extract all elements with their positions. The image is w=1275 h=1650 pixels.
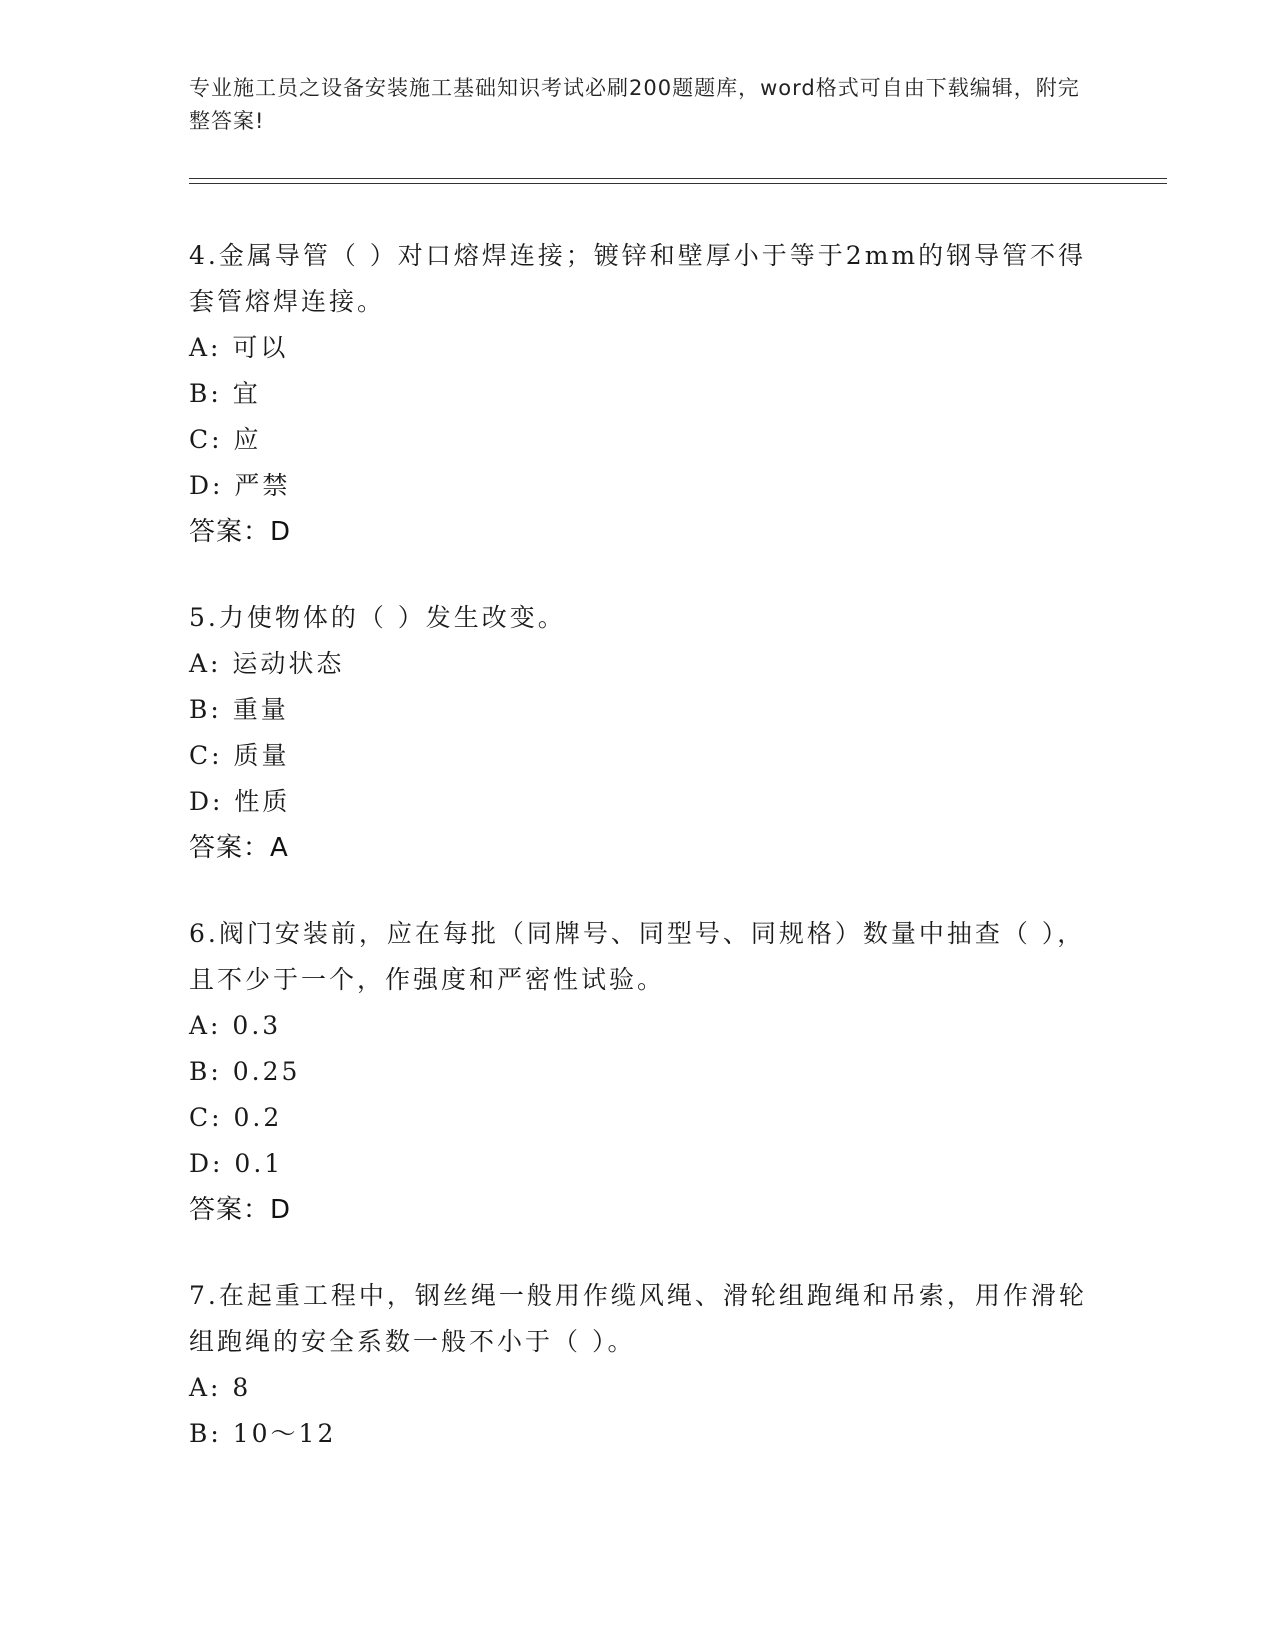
option-d: D: 严禁 — [189, 471, 291, 500]
question-stem: 4.金属导管（ ）对口熔焊连接；镀锌和壁厚小于等于2mm的钢导管不得套管熔焊连接。 — [189, 241, 1087, 316]
option-d: D: 性质 — [189, 787, 291, 816]
answer-label: 答案：D — [189, 517, 292, 547]
option-b: B: 重量 — [189, 695, 289, 724]
answer-label: 答案：A — [189, 833, 289, 863]
question-item — [189, 233, 1089, 555]
option-a: A: 可以 — [189, 333, 289, 362]
option-b: B: 0.25 — [189, 1057, 301, 1086]
option-d: D: 0.1 — [189, 1149, 284, 1178]
option-b: B: 10～12 — [189, 1419, 337, 1448]
option-a: A: 0.3 — [189, 1011, 282, 1040]
option-c: C: 质量 — [189, 741, 290, 770]
question-item — [189, 911, 1089, 1233]
header-divider-bottom — [189, 183, 1167, 184]
question-item — [189, 1273, 1089, 1457]
option-c: C: 0.2 — [189, 1103, 283, 1132]
question-item — [189, 595, 1089, 871]
document-header-title: 专业施工员之设备安装施工基础知识考试必刷200题题库，word格式可自由下载编辑，附完整答案! — [189, 76, 1080, 133]
question-stem: 7.在起重工程中，钢丝绳一般用作缆风绳、滑轮组跑绳和吊索，用作滑轮组跑绳的安全系数一般不小于（ ）。 — [189, 1281, 1087, 1356]
option-b: B: 宜 — [189, 379, 261, 408]
question-stem: 6.阀门安装前，应在每批（同牌号、同型号、同规格）数量中抽查（ ），且不少于一个，作强度和严密性试验。 — [189, 919, 1086, 994]
answer-label: 答案：D — [189, 1195, 292, 1225]
header-divider-top — [189, 178, 1167, 179]
option-a: A: 8 — [189, 1373, 252, 1402]
option-a: A: 运动状态 — [189, 649, 345, 678]
option-c: C: 应 — [189, 425, 262, 454]
question-stem: 5.力使物体的（ ）发生改变。 — [189, 603, 566, 632]
question-list — [189, 233, 1089, 1497]
